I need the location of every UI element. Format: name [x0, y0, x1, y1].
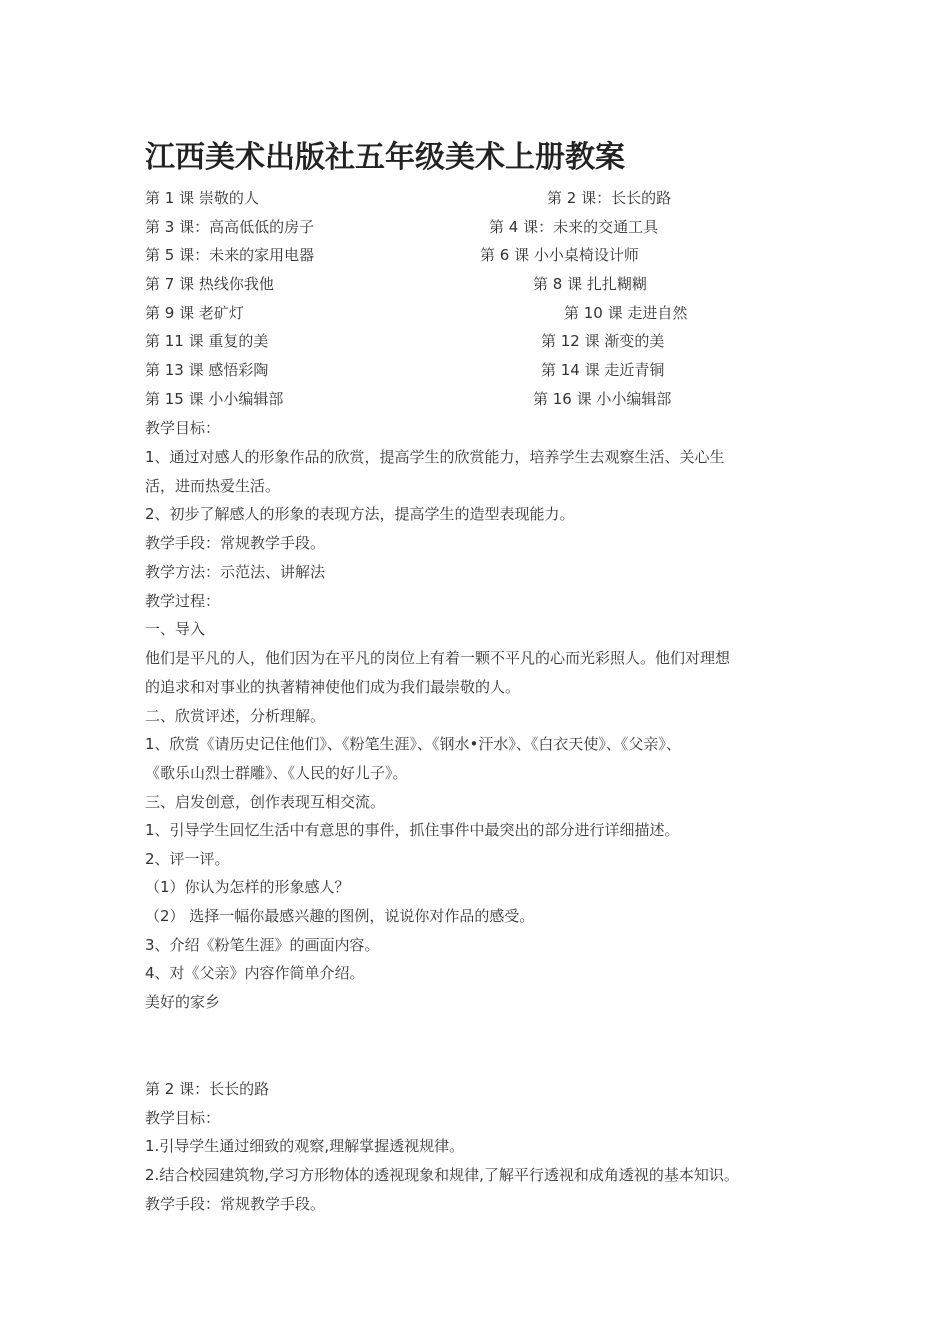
paragraph-line: （2） 选择一幅你最感兴趣的图例，说说你对作品的感受。 — [145, 907, 535, 925]
paragraph-line: 教学手段：常规教学手段。 — [145, 534, 326, 552]
paragraph-line: 教学过程： — [145, 592, 221, 610]
paragraph-line: 4、对《父亲》内容作简单介绍。 — [145, 964, 365, 982]
paragraph-line: 2、评一评。 — [145, 850, 230, 868]
toc-item: 第 13 课 感悟彩陶 — [145, 361, 269, 379]
paragraph-line: 美好的家乡 — [145, 993, 221, 1011]
toc-item: 第 16 课 小小编辑部 — [533, 390, 672, 408]
lesson-heading: 第 2 课：长长的路 — [145, 1080, 270, 1098]
toc-item: 第 12 课 渐变的美 — [541, 332, 665, 350]
toc-item: 第 11 课 重复的美 — [145, 332, 269, 350]
paragraph-line: 他们是平凡的人，他们因为在平凡的岗位上有着一颗不平凡的心而光彩照人。他们对理想 — [145, 649, 731, 667]
paragraph-line: 教学目标： — [145, 419, 221, 437]
paragraph-line: 2.结合校园建筑物,学习方形物体的透视现象和规律,了解平行透视和成角透视的基本知识。 — [145, 1166, 739, 1184]
paragraph-line: 二、欣赏评述，分析理解。 — [145, 707, 326, 725]
paragraph-line: （1）你认为怎样的形象感人？ — [145, 878, 350, 896]
paragraph-line: 的追求和对事业的执著精神使他们成为我们最崇敬的人。 — [145, 678, 521, 696]
paragraph-line: 活，进而热爱生活。 — [145, 477, 281, 495]
toc-item: 第 6 课 小小桌椅设计师 — [480, 246, 639, 264]
toc-item: 第 4 课：未来的交通工具 — [489, 218, 659, 236]
document-title: 江西美术出版社五年级美术上册教案 — [145, 140, 625, 175]
paragraph-line: 1、引导学生回忆生活中有意思的事件，抓住事件中最突出的部分进行详细描述。 — [145, 821, 680, 839]
toc-item: 第 10 课 走进自然 — [564, 304, 688, 322]
paragraph-line: 1、通过对感人的形象作品的欣赏，提高学生的欣赏能力，培养学生去观察生活、关心生 — [145, 448, 725, 466]
toc-item: 第 5 课：未来的家用电器 — [145, 246, 315, 264]
paragraph-line: 1.引导学生通过细致的观察,理解掌握透视规律。 — [145, 1137, 465, 1155]
toc-item: 第 8 课 扎扎糊糊 — [533, 275, 647, 293]
toc-item: 第 2 课：长长的路 — [547, 189, 672, 207]
paragraph-line: 教学目标： — [145, 1109, 221, 1127]
toc-item: 第 14 课 走近青铜 — [541, 361, 665, 379]
paragraph-line: 三、启发创意，创作表现互相交流。 — [145, 793, 386, 811]
paragraph-line: 《歌乐山烈士群雕》、《人民的好儿子》。 — [145, 764, 408, 782]
paragraph-line: 教学手段：常规教学手段。 — [145, 1195, 326, 1213]
paragraph-line: 3、介绍《粉笔生涯》的画面内容。 — [145, 936, 380, 954]
paragraph-line: 教学方法：示范法、讲解法 — [145, 563, 326, 581]
paragraph-line: 一、导入 — [145, 620, 206, 638]
toc-item: 第 3 课：高高低低的房子 — [145, 218, 315, 236]
toc-item: 第 15 课 小小编辑部 — [145, 390, 284, 408]
paragraph-line: 2、初步了解感人的形象的表现方法，提高学生的造型表现能力。 — [145, 505, 575, 523]
toc-item: 第 7 课 热线你我他 — [145, 275, 274, 293]
toc-item: 第 1 课 崇敬的人 — [145, 189, 259, 207]
toc-item: 第 9 课 老矿灯 — [145, 304, 244, 322]
paragraph-line: 1、欣赏《请历史记住他们》、《粉笔生涯》、《钢水•汗水》、《白衣天使》、《父亲》、 — [145, 735, 681, 753]
